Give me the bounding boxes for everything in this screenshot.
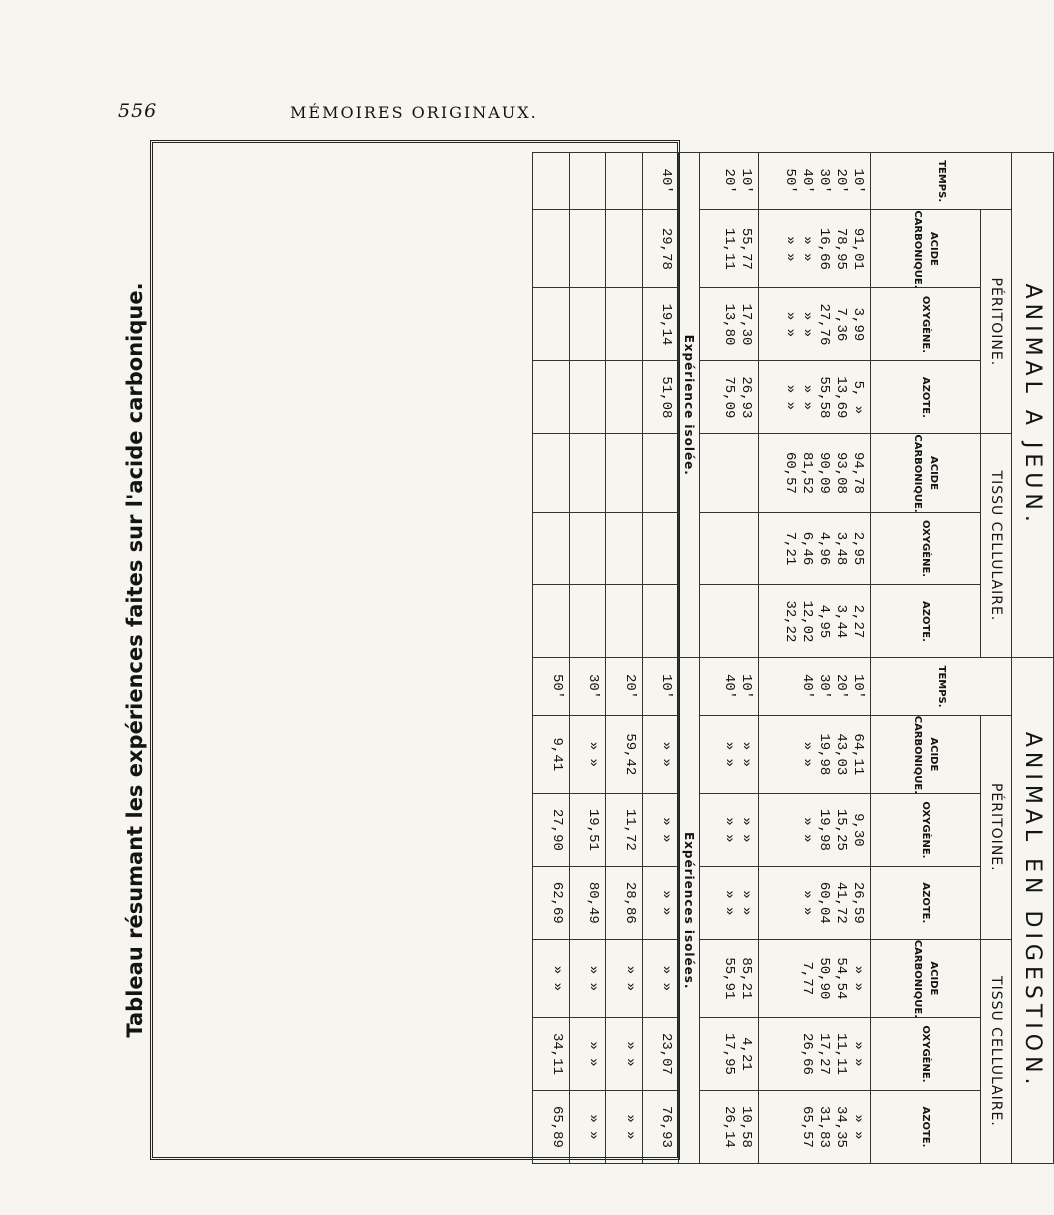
cell-empty [533,153,570,210]
cell-empty [569,585,605,658]
cell-line: 85,21 [738,957,755,1000]
running-head: MÉMOIRES ORIGINAUX. [290,103,538,122]
cell-line: » » [782,384,799,410]
cell-line: 4,21 [738,1037,755,1071]
cell-value [700,361,759,434]
cell-line: 90,09 [815,451,832,494]
note-row [679,153,700,1164]
cell-value [759,512,870,585]
cell-value [759,793,870,866]
cell-line: » » [849,965,866,991]
cell-empty [533,585,570,658]
cell-line: 55,91 [721,957,738,1000]
cell-empty [606,210,642,288]
sub-peritoine-jeun: PÉRITOINE. [981,210,1012,434]
cell-value: 19,14 [642,288,678,361]
cell-empty [569,361,605,434]
cell-line: 13,69 [832,376,849,419]
cell-line: 78,95 [832,227,849,270]
cell-line: 20' [832,168,849,194]
cell-line: » » [738,741,755,767]
note-experiences-isolees: Expériences isolées. [679,658,700,1164]
cell-line: 55,77 [738,227,755,270]
cell-line: 10' [738,168,755,194]
cell-line: » » [738,817,755,843]
cell-value [759,210,870,288]
cell-line: 20' [721,168,738,194]
col-azote: AZOTE. [870,866,980,939]
cell-line: 12,02 [799,600,816,643]
cell-empty [533,434,570,512]
cell-value [759,715,870,793]
cell-line: 10,58 [738,1105,755,1148]
cell-empty [700,434,759,512]
cell-temps [759,658,870,715]
cell-value: » » [569,939,605,1017]
col-temps-digestion: TEMPS. [870,658,1012,715]
sub-tissu-jeun: TISSU CELLULAIRE. [981,434,1012,658]
cell-value: 51,08 [642,361,678,434]
cell-value [700,288,759,361]
cell-line: 50,90 [815,957,832,1000]
cell-temps: 50' [533,658,570,715]
cell-value: » » [642,715,678,793]
cell-temps: 20' [606,658,642,715]
cell-line: 26,66 [799,1032,816,1075]
cell-value: 11,72 [606,793,642,866]
cell-line: 81,52 [799,451,816,494]
cell-line: 3,48 [832,531,849,566]
note-experience-isolee: Expérience isolée. [679,153,700,658]
cell-empty [533,210,570,288]
col-oxygene: OXYGÈNE. [870,1017,980,1090]
cell-value: 62,69 [533,866,570,939]
col-oxygene: OXYGÈNE. [870,512,980,585]
cell-line: 2,95 [849,531,866,566]
cell-line: 32,22 [782,600,799,643]
cell-value: 29,78 [642,210,678,288]
cell-line: 4,95 [815,604,832,639]
cell-temps [700,658,759,715]
cell-empty [642,434,678,512]
cell-value [759,939,870,1017]
cell-value [759,1017,870,1090]
cell-line: 31,83 [815,1105,832,1148]
cell-line: 20' [832,673,849,700]
cell-value: 23,07 [642,1017,678,1090]
table-row [569,153,605,1164]
cell-value: 27,90 [533,793,570,866]
cell-line: » » [738,890,755,916]
cell-line: 5, » [849,380,866,415]
cell-value [759,434,870,512]
cell-value [759,288,870,361]
table-row [759,153,870,1164]
cell-line: 17,95 [721,1032,738,1075]
cell-line: 60,57 [782,451,799,494]
cell-value: 19,51 [569,793,605,866]
group-animal-en-digestion: ANIMAL EN DIGESTION. [1012,658,1054,1164]
cell-temps: 40' [642,153,678,210]
col-acide-carbonique: ACIDE CARBONIQUE. [870,715,980,793]
table-row [533,153,570,1164]
cell-value [759,361,870,434]
cell-line: 13,80 [721,303,738,346]
cell-line: 3,99 [849,307,866,342]
cell-line: » » [799,741,816,767]
cell-line: 11,11 [832,1032,849,1075]
cell-line: 7,21 [782,531,799,566]
cell-value [700,866,759,939]
cell-temps [700,153,759,210]
cell-value: » » [533,939,570,1017]
cell-value [700,939,759,1017]
cell-empty [569,434,605,512]
cell-empty [569,153,605,210]
cell-line: 34,35 [832,1105,849,1148]
cell-line: 30' [815,673,832,700]
cell-empty [606,585,642,658]
cell-value: 9,41 [533,715,570,793]
cell-value: 34,11 [533,1017,570,1090]
rotated-table [532,152,1054,1164]
cell-line: 94,78 [849,451,866,494]
cell-value: » » [569,715,605,793]
cell-empty [642,512,678,585]
cell-empty [569,288,605,361]
group-animal-a-jeun: ANIMAL A JEUN. [1012,153,1054,658]
cell-value [700,210,759,288]
cell-line: 15,25 [832,808,849,851]
cell-line: » » [799,384,816,410]
cell-line: 93,08 [832,451,849,494]
cell-value: 28,86 [606,866,642,939]
cell-line: 41,72 [832,881,849,924]
cell-line: 19,98 [815,733,832,776]
cell-line: 11,11 [721,227,738,270]
cell-line: 64,11 [849,733,866,776]
cell-temps: 10' [642,658,678,715]
cell-value [759,1090,870,1163]
cell-line: 65,57 [799,1105,816,1148]
cell-value [700,793,759,866]
cell-line: 19,98 [815,808,832,851]
cell-line: » » [799,236,816,262]
cell-empty [606,434,642,512]
page-header [0,100,800,130]
sub-peritoine-digestion: PÉRITOINE. [981,715,1012,939]
cell-value: » » [569,1017,605,1090]
col-azote: AZOTE. [870,361,980,434]
sub-tissu-digestion: TISSU CELLULAIRE. [981,939,1012,1163]
cell-value: 76,93 [642,1090,678,1163]
cell-line: » » [721,741,738,767]
cell-line: 30' [815,168,832,194]
cell-line: 4,96 [815,531,832,566]
cell-line: 10' [738,673,755,700]
cell-value: » » [606,1017,642,1090]
page-number: 556 [118,100,158,122]
cell-value: » » [642,939,678,1017]
cell-line: 10' [849,673,866,700]
cell-value: » » [642,793,678,866]
cell-empty [569,210,605,288]
cell-value: 65,89 [533,1090,570,1163]
cell-line: 60,04 [815,881,832,924]
cell-line: 55,58 [815,376,832,419]
cell-line: 16,66 [815,227,832,270]
cell-line: 91,01 [849,227,866,270]
cell-empty [606,153,642,210]
cell-value [759,866,870,939]
col-acide-carbonique: ACIDE CARBONIQUE. [870,939,980,1017]
cell-value [700,1090,759,1163]
cell-line: 9,30 [849,813,866,847]
cell-empty [700,512,759,585]
cell-line: » » [782,236,799,262]
cell-line: 26,59 [849,881,866,924]
cell-temps: 30' [569,658,605,715]
col-oxygene: OXYGÈNE. [870,793,980,866]
cell-line: 40' [799,168,816,194]
cell-empty [533,512,570,585]
cell-line: » » [782,311,799,338]
cell-empty [533,361,570,434]
cell-line: 50' [782,168,799,194]
cell-line: 40' [799,673,816,700]
col-azote: AZOTE. [870,1090,980,1163]
col-oxygene: OXYGÈNE. [870,288,980,361]
col-azote: AZOTE. [870,585,980,658]
cell-empty [606,361,642,434]
cell-value: » » [606,939,642,1017]
cell-line: » » [721,890,738,916]
cell-line: 75,09 [721,376,738,419]
cell-value: 80,49 [569,866,605,939]
cell-value: » » [569,1090,605,1163]
table-row [642,153,678,1164]
cell-empty [606,512,642,585]
cell-value [700,715,759,793]
cell-value: » » [642,866,678,939]
cell-empty [569,512,605,585]
cell-empty [642,585,678,658]
cell-line: » » [849,1041,866,1067]
cell-line: 40' [721,673,738,700]
cell-line: 26,14 [721,1105,738,1148]
table-row [700,153,759,1164]
cell-line: 3,44 [832,604,849,639]
col-acide-carbonique: ACIDE CARBONIQUE. [870,210,980,288]
cell-line: 17,27 [815,1032,832,1075]
cell-line: » » [799,890,816,916]
cell-empty [700,585,759,658]
cell-value [700,1017,759,1090]
results-table [532,152,1054,1164]
cell-line: 43,03 [832,733,849,776]
cell-empty [606,288,642,361]
cell-line: 54,54 [832,957,849,1000]
cell-line: 26,93 [738,376,755,419]
cell-line: » » [849,1114,866,1140]
cell-line: 27,76 [815,303,832,346]
table-title: Tableau résumant les expériences faites sur l'acide carbonique. [123,282,147,1038]
cell-line: » » [799,817,816,843]
cell-line: 7,36 [832,307,849,342]
cell-value: » » [606,1090,642,1163]
col-temps-jeun: TEMPS. [870,153,1012,210]
cell-line: 7,77 [799,961,816,996]
table-row [606,153,642,1164]
cell-value [759,585,870,658]
cell-empty [533,288,570,361]
col-acide-carbonique: ACIDE CARBONIQUE. [870,434,980,512]
cell-value: 59,42 [606,715,642,793]
cell-line: » » [721,817,738,843]
cell-line: 6,46 [799,531,816,566]
cell-temps [759,153,870,210]
cell-line: 17,30 [738,303,755,346]
cell-line: 2,27 [849,604,866,639]
cell-line: » » [799,311,816,338]
cell-line: 10' [849,168,866,194]
